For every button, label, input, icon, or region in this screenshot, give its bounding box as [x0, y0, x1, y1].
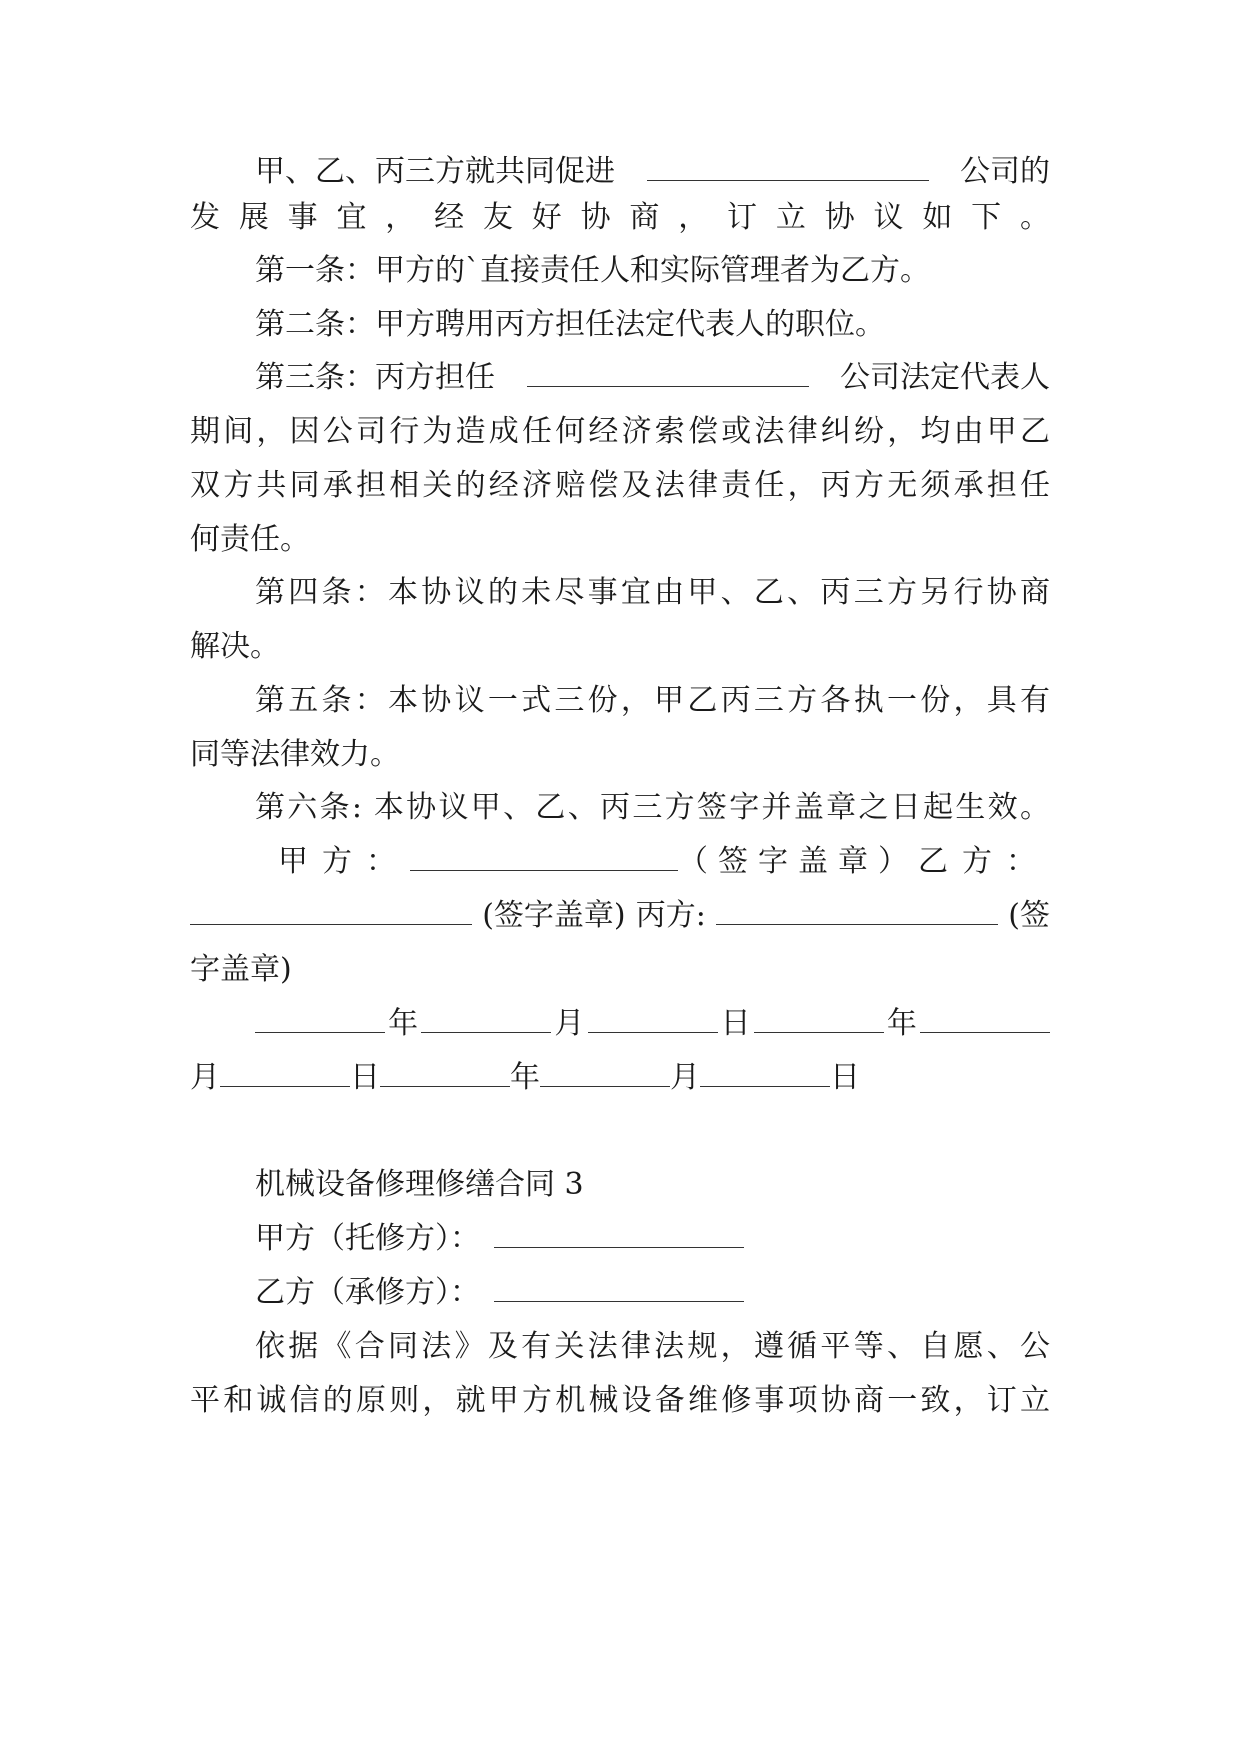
month-label-b: 月: [190, 1060, 220, 1095]
contract-3-title: 机械设备修理修缮合同 3: [255, 1167, 584, 1202]
party-a-seal: （签字盖章）: [678, 844, 918, 879]
party-b-seal: (签字盖章): [482, 898, 626, 933]
article-1: 第一条：甲方的`直接责任人和实际管理者为乙方。: [255, 253, 930, 288]
day-label-b: 日: [350, 1060, 380, 1095]
article-6: 第六条: 本协议甲、乙、丙三方签字并盖章之日起生效。: [255, 790, 1050, 825]
contract-3-body-line-1: 依据《合同法》及有关法律法规，遵循平等、自愿、公: [255, 1329, 1050, 1364]
date-line-1: [255, 1004, 1050, 1044]
article-3-text-pre: 第三条：丙方担任: [255, 360, 495, 395]
signature-line-1: [278, 842, 1050, 882]
article-3-line-1: [255, 358, 1050, 398]
day-blank-a: [588, 1004, 718, 1033]
article-2: 第二条：甲方聘用丙方担任法定代表人的职位。: [255, 307, 885, 342]
party-b-label: 乙方：: [918, 844, 1050, 879]
intro-text-pre: 甲、乙、丙三方就共同促进: [255, 154, 615, 189]
party-c-label: 丙方:: [635, 898, 706, 933]
contract-3-party-b: [255, 1273, 1050, 1313]
intro-line-1: [255, 152, 1050, 192]
party-a-sign-blank: [410, 842, 678, 871]
signature-line-3: 字盖章): [190, 952, 292, 987]
contract-3-party-a: [255, 1219, 1050, 1259]
year-label-a: 年: [388, 1006, 419, 1041]
month-blank-b: [920, 1004, 1050, 1033]
article-5-line-2: 同等法律效力。: [190, 737, 400, 772]
month-blank-c: [540, 1058, 670, 1087]
party-c-seal-open: (签: [1008, 898, 1050, 933]
contractor-blank: [494, 1273, 744, 1302]
month-blank-a: [421, 1004, 551, 1033]
contractor-label: 乙方（承修方）：: [255, 1275, 480, 1310]
client-blank: [494, 1219, 744, 1248]
intro-text-post: 公司的: [960, 154, 1050, 189]
year-blank-a: [255, 1004, 385, 1033]
party-c-sign-blank: [716, 896, 998, 925]
party-b-sign-blank: [190, 896, 472, 925]
year-label-b: 年: [886, 1006, 917, 1041]
day-blank-c: [700, 1058, 830, 1087]
contract-3-body-line-2: 平和诚信的原则，就甲方机械设备维修事项协商一致，订立: [190, 1383, 1050, 1418]
article-3-line-2: 期间，因公司行为造成任何经济索偿或法律纠纷，均由甲乙: [190, 414, 1050, 449]
article-5-line-1: 第五条：本协议一式三份，甲乙丙三方各执一份，具有: [255, 683, 1050, 718]
day-blank-b: [220, 1058, 350, 1087]
year-blank-c: [380, 1058, 510, 1087]
day-label-a: 日: [720, 1006, 751, 1041]
date-line-2: [190, 1058, 890, 1098]
article-3-line-3: 双方共同承担相关的经济赔偿及法律责任，丙方无须承担任: [190, 468, 1050, 503]
company-name-blank: [647, 152, 929, 181]
intro-line-2: 发展事宜，经友好协商，订立协议如下。: [190, 200, 1050, 235]
month-label-c: 月: [670, 1060, 700, 1095]
article-3-line-4: 何责任。: [190, 522, 310, 557]
company-name-blank-2: [527, 358, 809, 387]
year-label-c: 年: [510, 1060, 540, 1095]
article-4-line-1: 第四条：本协议的未尽事宜由甲、乙、丙三方另行协商: [255, 575, 1050, 610]
article-4-line-2: 解决。: [190, 629, 280, 664]
article-3-text-post: 公司法定代表人: [840, 360, 1050, 395]
signature-line-2: [190, 896, 1050, 936]
month-label-a: 月: [554, 1006, 585, 1041]
party-a-label: 甲方：: [278, 844, 410, 879]
day-label-c: 日: [830, 1060, 860, 1095]
year-blank-b: [754, 1004, 884, 1033]
client-label: 甲方（托修方）：: [255, 1221, 480, 1256]
